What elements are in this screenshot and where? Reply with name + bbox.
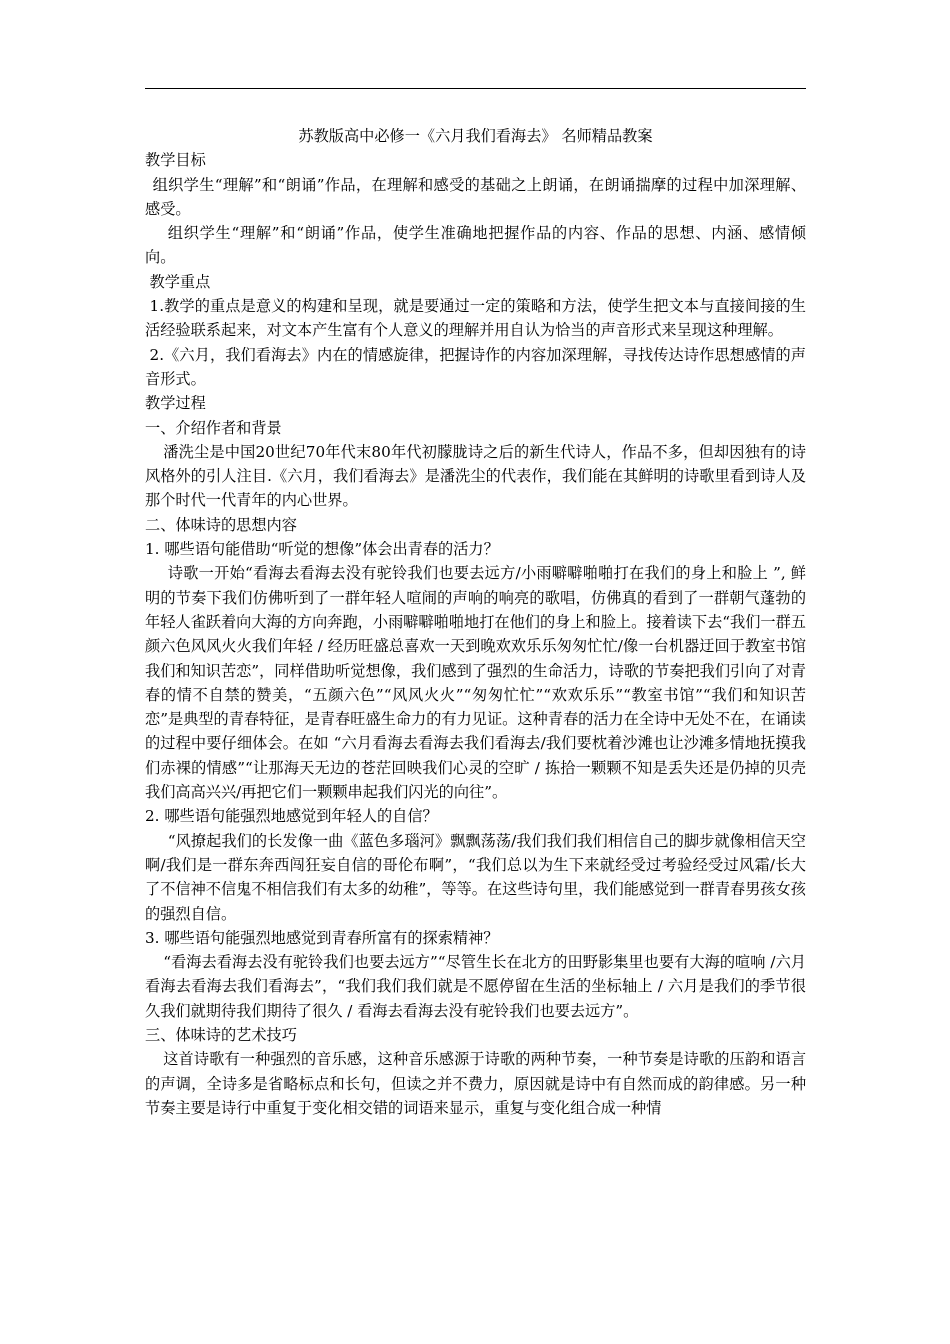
paragraph: 组织学生“理解”和“朗诵”作品，使学生准确地把握作品的内容、作品的思想、内涵、感情倾向。 bbox=[145, 224, 806, 267]
paragraph: 组织学生“理解”和“朗诵”作品，在理解和感受的基础之上朗诵，在朗诵揣摩的过程中加深理解、感受。 bbox=[145, 175, 806, 218]
paragraph: 诗歌一开始“看海去看海去没有驼铃我们也要去远方/小雨噼噼啪啪打在我们的身上和脸上 ”, 鲜明的节奏下我们仿佛听到了一群年轻人喧闹的声响的响亮的歌唱，仿佛真的看到了一群朝气蓬勃的年轻人雀跃着向大海的方向奔跑，小雨噼噼啪啪地打在他们的身上和脸上。接着读下去“我们一群五颜六色风风火火我们年轻 / 经历旺盛总喜欢一天到晚欢欢乐乐匆匆忙忙/像一台机器迂回于教室书馆我们和知识苦恋”，同样借助听觉想像，我们感到了强烈的生命活力，诗歌的节奏把我们引向了对青春的情不自禁的赞美，“五颜六色”“风风火火”“匆匆忙忙”“欢欢乐乐”“教室书馆”“我们和知识苦恋”是典型的青春特征，是青春旺盛生命力的有力见证。这种青春的活力在全诗中无处不在，在诵读的过程中要仔细体会。在如 “六月看海去看海去我们看海去/我们要枕着沙滩也让沙滩多情地抚摸我们赤裸的情感”“让那海天无边的苍茫回映我们心灵的空旷 / 拣拾一颗颗不知是丢失还是仍掉的贝壳我们高高兴兴/再把它们一颗颗串起我们闪光的向往”。 bbox=[145, 564, 806, 802]
paragraph: 2. 哪些语句能强烈地感觉到年轻人的自信？ bbox=[145, 807, 438, 826]
paragraph: 三、体味诗的艺术技巧 bbox=[145, 1025, 297, 1044]
paragraph: 1. 哪些语句能借助“听觉的想像”体会出青春的活力？ bbox=[145, 540, 499, 559]
paragraph: 潘洗尘是中国20世纪70年代末80年代初朦胧诗之后的新生代诗人，作品不多，但却因独有的诗风格外的引人注目.《六月，我们看海去》是潘洗尘的代表作，我们能在其鲜明的诗歌里看到诗人及那个时代一代青年的内心世界。 bbox=[145, 442, 806, 510]
paragraph: 2.《六月，我们看海去》内在的情感旋律，把握诗作的内容加深理解，寻找传达诗作思想感情的声音形式。 bbox=[145, 345, 806, 388]
paragraph: “看海去看海去没有驼铃我们也要去远方”“尽管生长在北方的田野影集里也要有大海的喧响 /六月看海去看海去我们看海去”，“我们我们我们就是不愿停留在生活的坐标轴上 / 六月是我们的季节很久我们就期待我们期待了很久 / 看海去看海去没有驼铃我们也要去远方”。 bbox=[145, 953, 806, 1020]
paragraph-list bbox=[145, 148, 806, 1120]
paragraph: 1.教学的重点是意义的构建和呈现，就是要通过一定的策略和方法，使学生把文本与直接间接的生活经验联系起来，对文本产生富有个人意义的理解并用自认为恰当的声音形式来呈现这种理解。 bbox=[145, 297, 806, 340]
paragraph: 教学重点 bbox=[149, 272, 211, 291]
paragraph: 教学过程 bbox=[145, 394, 206, 413]
header-rule bbox=[145, 88, 806, 89]
paragraph: “风撩起我们的长发像一曲《蓝色多瑙河》飘飘荡荡/我们我们我们相信自己的脚步就像相信天空啊/我们是一群东奔西闯狂妄自信的哥伦布啊”，“我们总以为生下来就经受过考验经受过风霜/长大了不信神不信鬼不相信我们有太多的幼稚”，等等。在这些诗句里，我们能感觉到一群青春男孩女孩的强烈自信。 bbox=[145, 831, 806, 923]
document-title: 苏教版高中必修一《六月我们看海去》 名师精品教案 bbox=[298, 127, 653, 145]
paragraph: 教学目标 bbox=[145, 151, 206, 170]
paragraph: 3. 哪些语句能强烈地感觉到青春所富有的探索精神？ bbox=[145, 928, 499, 947]
document-body bbox=[145, 124, 806, 1120]
paragraph: 这首诗歌有一种强烈的音乐感，这种音乐感源于诗歌的两种节奏，一种节奏是诗歌的压韵和语言的声调，全诗多是省略标点和长句，但读之并不费力，原因就是诗中有自然而成的韵律感。另一种节奏主要是诗行中重复于变化相交错的词语来显示，重复与变化组合成一种情 bbox=[145, 1050, 806, 1117]
paragraph: 一、介绍作者和背景 bbox=[145, 418, 282, 437]
paragraph: 二、体味诗的思想内容 bbox=[145, 515, 297, 534]
